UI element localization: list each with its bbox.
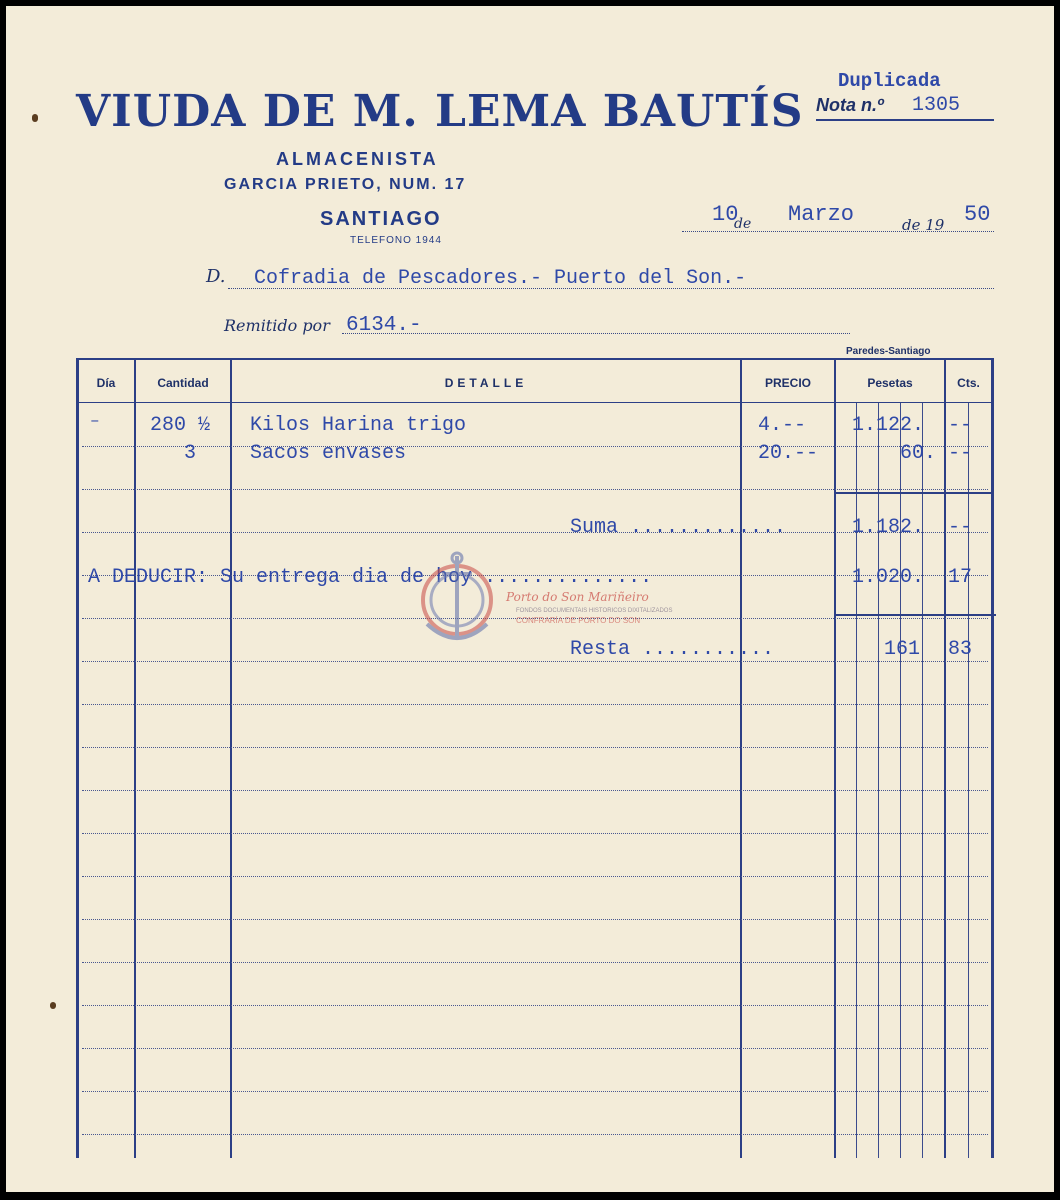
deducir-pesetas: 1.020. [852,566,925,589]
company-address: GARCIA PRIETO, NUM. 17 [224,176,467,193]
col-divider-dia [134,358,136,1158]
header-separator [76,402,994,403]
header-cts: Cts. [957,376,980,390]
copy-mark: Duplicada [838,70,941,92]
row-2-pesetas: 60. [900,442,937,465]
company-phone: TELEFONO 1944 [350,235,442,246]
invoice-table [76,358,994,1158]
date-year-prefix: de 19 [902,216,945,234]
row-2-precio: 20.-- [758,442,819,465]
row-1-cts: -- [948,414,973,437]
col-divider-precio [834,358,836,1158]
nota-underline [816,119,994,121]
table-right-border [991,358,994,1158]
row-rule [82,1134,988,1135]
row-rule [82,1048,988,1049]
row-2-detalle: Sacos envases [250,442,407,465]
header-cantidad: Cantidad [157,376,209,390]
row-rule [82,962,988,963]
row-rule [82,1091,988,1092]
resta-label: Resta ........... [570,638,775,661]
col-divider-cantidad [230,358,232,1158]
deduct-underline [834,614,996,616]
row-rule [82,704,988,705]
row-rule [82,790,988,791]
recipient-value: Cofradia de Pescadores.- Puerto del Son.- [254,267,747,290]
deducir-cts: 17 [948,566,973,589]
date-day: 10 [712,202,739,227]
resta-pesetas: 161 [884,638,921,661]
row-rule [82,661,988,662]
date-month: Marzo [788,202,855,227]
header-pesetas: Pesetas [867,376,913,390]
date-year: 50 [964,202,991,227]
company-trade: ALMACENISTA [276,149,439,169]
nota-label: Nota n.º [816,95,884,115]
col-divider-detalle [740,358,742,1158]
recipient-label: D. [206,266,226,287]
remitido-label: Remitido por [224,316,330,335]
row-rule [82,446,988,447]
suma-label: Suma ............. [570,516,787,539]
table-top-border [76,358,994,360]
row-1-pesetas: 1.122. [852,414,925,437]
row-1-detalle: Kilos Harina trigo [250,414,467,437]
deducir-label: A DEDUCIR: Su entrega dia de hoy .............. [88,566,653,589]
row-2-cts: -- [948,442,973,465]
company-city: SANTIAGO [320,208,442,230]
row-1-dia: – [90,412,100,430]
row-1-cantidad: 280 ½ [150,414,211,437]
header-precio: PRECIO [764,376,811,390]
invoice-sheet [6,6,1054,1192]
remitido-value: 6134.- [346,314,422,337]
suma-pesetas: 1.182. [852,516,925,539]
nota-number: 1305 [912,94,961,117]
resta-cts: 83 [948,638,973,661]
watermark-line2: CONFRARÍA DE PORTO DO SON [516,616,641,625]
col-divider-pesetas [944,358,946,1158]
row-rule [82,919,988,920]
header-detalle: DETALLE [444,376,528,390]
watermark-line1: FONDOS DOCUMENTAIS HISTÓRICOS DIXITALIZADOS [516,608,673,614]
date-dotted-line [682,231,994,232]
row-rule [82,833,988,834]
row-rule [82,489,988,490]
row-1-precio: 4.-- [758,414,807,437]
sum-underline [834,492,992,494]
row-2-cantidad: 3 [184,442,197,465]
table-left-border [76,358,79,1158]
punch-hole-mark [50,1002,56,1009]
printer-mark: Paredes-Santiago [846,346,931,357]
header-dia: Día [96,376,116,390]
company-name: VIUDA DE M. LEMA BAUTÍS [76,86,804,137]
suma-cts: -- [948,516,973,539]
punch-hole-mark [32,114,38,122]
row-rule [82,1005,988,1006]
watermark-brand: Porto do Son Mariñeiro [506,590,649,604]
date-de-label: de [734,216,752,232]
row-rule [82,876,988,877]
row-rule [82,747,988,748]
anchor-watermark-icon [412,548,502,658]
